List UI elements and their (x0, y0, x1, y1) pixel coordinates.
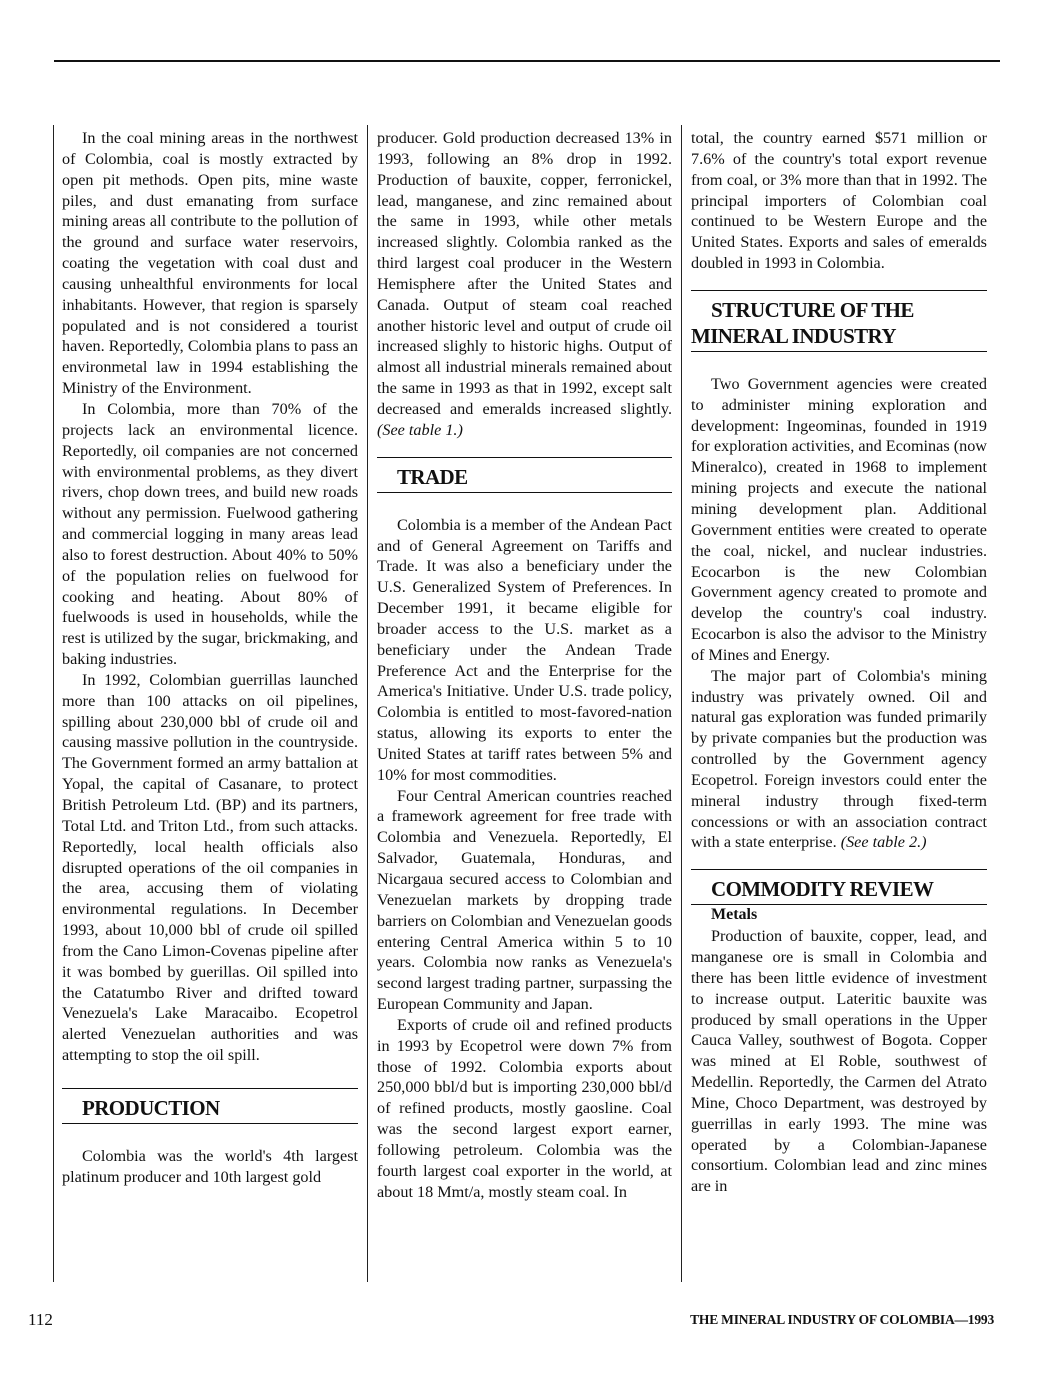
column-2 (377, 128, 672, 1203)
paragraph: In 1992, Colombian guerrillas launched more than 100 attacks on oil pipelines, spilling about 230,000 bbl of crude oil and causing massive pollution in the countryside. The Government formed an army battalion at Yopal, the capital of Casanare, to protect British Petroleum Ltd. (BP) and its partners, Total Ltd. and Triton Ltd., from such attacks. Reportedly, local health officials also disrupted operations of the oil companies in the area, accusing them of violating environmental regulations. In December 1993, about 10,000 bbl of crude oil spilled from the Cano Limon-Covenas pipeline after it was bombed by guerillas. Oil spilled into the Catatumbo River and drifted toward Venezuela's Lake Maracaibo. Ecopetrol alerted Venezuelan authorities and was attempting to stop the oil spill. (62, 670, 358, 1065)
subheading-metals: Metals (711, 906, 758, 924)
heading-trade: TRADE (377, 457, 672, 493)
paragraph (691, 666, 987, 854)
column-rule-middle (367, 125, 368, 1282)
column-rule-right (681, 125, 682, 1282)
table-reference: (See table 2.) (840, 833, 927, 852)
paragraph: Exports of crude oil and refined products in 1993 by Ecopetrol were down 7% from those of 1992. Colombia exports about 250,000 bbl/d but is importing 230,000 bbl/d of refined products, mostly gaosline. Coal was the second largest export earner, following petroleum. Colombia was the fourth largest coal exporter in the world, at about 18 Mmt/a, mostly steam coal. In (377, 1015, 672, 1201)
running-title: THE MINERAL INDUSTRY OF COLOMBIA—1993 (690, 1312, 994, 1327)
paragraph: Colombia is a member of the Andean Pact and of General Agreement on Tariffs and Trade. It was also a beneficiary under the U.S. Generalized System of Preferences. In December 1991, it became eligible for broader access to the U.S. market as a beneficiary under the Andean Trade Preference Act and the Enterprise for the America's Initiative. Under U.S. trade policy, Colombia is entitled to most-favored-nation status, allowing its exports to enter the United States at tariff rates between 5% and 10% for most commodities. (377, 515, 672, 784)
paragraph: Colombia was the world's 4th largest platinum producer and 10th largest gold (62, 1146, 358, 1186)
paragraph-text: producer. Gold production decreased 13% in 1993, following an 8% drop in 1992. Production of bauxite, copper, ferronickel, lead, manganese, and zinc remained about the same in 1993, while other metals increased slightly. Colombia ranked as the third largest coal producer in the Western Hemisphere after the United States and Canada. Output of steam coal reached another historic level and output of crude oil increased slighly to historic highs. Output of almost all industrial minerals remained about the same in 1993 as that in 1992, except salt decreased and emeralds increased slightly. (377, 129, 672, 418)
paragraph: Production of bauxite, copper, lead, and manganese ore is small in Colombia and there has been little evidence of investment to increase output. Lateritic bauxite was produced by small operations in the Upper Cauca Valley, southwest of Bogota. Copper was mined at El Roble, southwest of Medellin. Reportedly, the Carmen del Atrato Mine, Choco Department, was destroyed by guerrillas in early 1993. The mine was operated by a Colombian-Japanese consortium. Colombian lead and zinc mines are in (691, 927, 987, 1196)
heading-production: PRODUCTION (62, 1088, 358, 1124)
table-reference: (See table 1.) (377, 420, 463, 439)
paragraph: total, the country earned $571 million or 7.6% of the country's total export revenue from coal, or 3% more than that in 1992. The principal importers of Colombian coal continued to be Western Europe and the United States. Exports and sales of emeralds doubled in 1993 in Colombia. (691, 129, 987, 273)
top-rule (54, 60, 1000, 62)
paragraph: Four Central American countries reached a framework agreement for free trade with Colombia and Venezuela. Reportedly, El Salvador, Guatemala, Honduras, and Nicargaua secured access to Colombian and Venezuelan markets by dropping trade barriers on Colombian and Venezuelan goods entering Central America within 5 to 10 years. Colombia now ranks as Venezuela's second largest trading partner, surpassing the European Community and Japan. (377, 786, 672, 1014)
page-number: 112 (28, 1310, 53, 1329)
paragraph: Two Government agencies were created to administer mining exploration and development: Ingeominas, founded in 1919 for exploration activities, and Ecominas (now Mineralco), created in 1968 to implement mining projects and execute the national mining development plan. Additional Government entities were created to operate the coal, nickel, and nuclear industries. Ecocarbon is the new Colombian Government agency created to promote and develop the country's coal industry. Ecocarbon is also the advisor to the Ministry of Mines and Energy. (691, 374, 987, 664)
paragraph: In the coal mining areas in the northwest of Colombia, coal is mostly extracted by open pit methods. Open pits, mine waste piles, and dust emanating from surface mining areas all contribute to the pollution of the ground and surface water reservoirs, coating the vegetation with coal dust and causing unhealthful environments for local inhabitants. However, that region is sparsely populated and is not considered a tourist haven. Reportedly, Colombia plans to pass an environmetal law in 1994 establishing the Ministry of the Environment. (62, 129, 358, 398)
column-1 (62, 128, 358, 1188)
heading-structure: STRUCTURE OF THE MINERAL INDUSTRY (691, 290, 987, 352)
paragraph (377, 128, 672, 441)
heading-commodity-review: COMMODITY REVIEW (691, 869, 987, 905)
paragraph-text: The major part of Colombia's mining industry was privately owned. Oil and natural gas exploration was funded primarily by private companies but the production was controlled by the Government agency Ecopetrol. Foreign investors could enter the mineral industry through fixed-term concessions or with an association contract with a state enterprise. (691, 666, 987, 852)
paragraph: In Colombia, more than 70% of the projects lack an environmental licence. Reportedly, oil companies are not concerned with environmental problems, as they divert rivers, chop down trees, and build new roads without any permission. Fuelwood gathering and commercial logging in many areas lead also to forest destruction. About 40% to 50% of the population relies on fuelwood for cooking and heating. About 80% of fuelwoods is used in households, while the rest is utilized by the sugar, brickmaking, and baking industries. (62, 399, 358, 669)
column-3 (691, 128, 987, 1197)
column-rule-left (53, 125, 54, 1282)
